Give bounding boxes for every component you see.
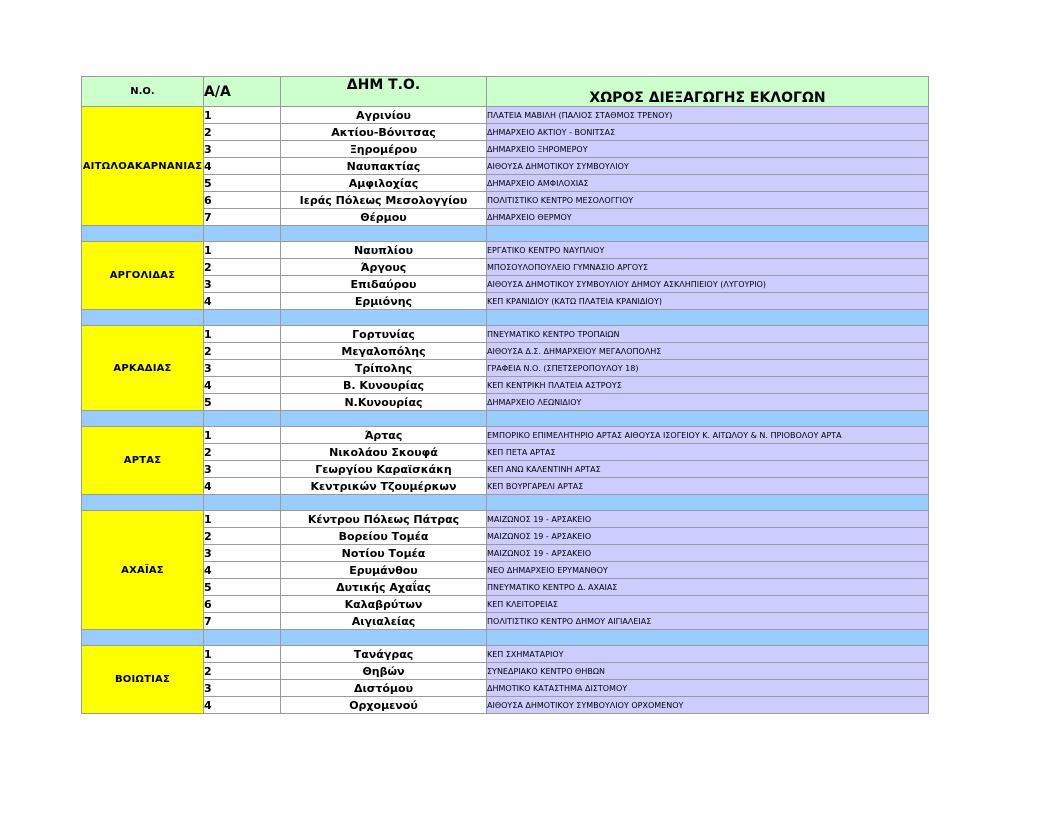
dhm-cell: Θέρμου [281, 209, 487, 226]
dhm-cell: Άρτας [281, 427, 487, 444]
aa-cell: 5 [204, 175, 281, 192]
separator-row [82, 411, 929, 427]
dhm-cell: Ξηρομέρου [281, 141, 487, 158]
place-cell: ΑΙΘΟΥΣΑ Δ.Σ. ΔΗΜΑΡΧΕΙΟΥ ΜΕΓΑΛΟΠΟΛΗΣ [487, 343, 929, 360]
table-row [82, 461, 929, 478]
table-row [82, 360, 929, 377]
separator-cell [82, 411, 204, 427]
aa-cell: 1 [204, 511, 281, 528]
dhm-cell: Δυτικής Αχαΐας [281, 579, 487, 596]
aa-cell: 5 [204, 394, 281, 411]
dhm-cell: Κέντρου Πόλεως Πάτρας [281, 511, 487, 528]
dhm-cell: Άργους [281, 259, 487, 276]
separator-cell [281, 226, 487, 242]
header-aa: Α/Α [204, 77, 281, 107]
aa-cell: 1 [204, 242, 281, 259]
place-cell: ΓΡΑΦΕΙΑ Ν.Ο. (ΣΠΕΤΣΕΡΟΠΟΥΛΟΥ 18) [487, 360, 929, 377]
region-cell: ΑΡΤΑΣ [82, 427, 204, 495]
elections-table [81, 76, 929, 714]
separator-cell [204, 630, 281, 646]
dhm-cell: Ακτίου-Βόνιτσας [281, 124, 487, 141]
aa-cell: 3 [204, 461, 281, 478]
region-cell: ΑΧΑΪΑΣ [82, 511, 204, 630]
region-cell: ΑΡΓΟΛΙΔΑΣ [82, 242, 204, 310]
table-row [82, 562, 929, 579]
table-body [82, 107, 929, 714]
separator-cell [204, 226, 281, 242]
header-dhm: ΔΗΜ Τ.Ο. [281, 77, 487, 107]
dhm-cell: Γεωργίου Καραϊσκάκη [281, 461, 487, 478]
aa-cell: 4 [204, 293, 281, 310]
table-row [82, 663, 929, 680]
dhm-cell: Αμφιλοχίας [281, 175, 487, 192]
aa-cell: 4 [204, 158, 281, 175]
table-row [82, 326, 929, 343]
region-cell: ΒΟΙΩΤΙΑΣ [82, 646, 204, 714]
aa-cell: 2 [204, 528, 281, 545]
dhm-cell: Διστόμου [281, 680, 487, 697]
separator-cell [204, 411, 281, 427]
separator-row [82, 310, 929, 326]
place-cell: ΚΕΠ ΚΡΑΝΙΔΙΟΥ (ΚΑΤΩ ΠΛΑΤΕΙΑ ΚΡΑΝΙΔΙΟΥ) [487, 293, 929, 310]
place-cell: ΕΜΠΟΡΙΚΟ ΕΠΙΜΕΛΗΤΗΡΙΟ ΑΡΤΑΣ ΑΙΘΟΥΣΑ ΙΣΟΓΕΙΟΥ Κ. ΑΙΤΩΛΟΥ & Ν. ΠΡΙΟΒΟΛΟΥ ΑΡΤΑ [487, 427, 929, 444]
region-cell: ΑΙΤΩΛΟΑΚΑΡΝΑΝΙΑΣ [82, 107, 204, 226]
dhm-cell: Ναυπλίου [281, 242, 487, 259]
dhm-cell: Νοτίου Τομέα [281, 545, 487, 562]
table-row [82, 613, 929, 630]
place-cell: ΕΡΓΑΤΙΚΟ ΚΕΝΤΡΟ ΝΑΥΠΛΙΟΥ [487, 242, 929, 259]
table-row [82, 697, 929, 714]
place-cell: ΠΟΛΙΤΙΣΤΙΚΟ ΚΕΝΤΡΟ ΔΗΜΟΥ ΑΙΓΙΑΛΕΙΑΣ [487, 613, 929, 630]
place-cell: ΚΕΠ ΚΛΕΙΤΟΡΕΙΑΣ [487, 596, 929, 613]
separator-cell [281, 310, 487, 326]
table-row [82, 511, 929, 528]
aa-cell: 1 [204, 326, 281, 343]
place-cell: ΑΙΘΟΥΣΑ ΔΗΜΟΤΙΚΟΥ ΣΥΜΒΟΥΛΙΟΥ [487, 158, 929, 175]
place-cell: ΑΙΘΟΥΣΑ ΔΗΜΟΤΙΚΟΥ ΣΥΜΒΟΥΛΙΟΥ ΟΡΧΟΜΕΝΟΥ [487, 697, 929, 714]
dhm-cell: Κεντρικών Τζουμέρκων [281, 478, 487, 495]
dhm-cell: Μεγαλοπόλης [281, 343, 487, 360]
table-row [82, 579, 929, 596]
place-cell: ΠΟΛΙΤΙΣΤΙΚΟ ΚΕΝΤΡΟ ΜΕΣΟΛΟΓΓΙΟΥ [487, 192, 929, 209]
dhm-cell: Β. Κυνουρίας [281, 377, 487, 394]
dhm-cell: Ναυπακτίας [281, 158, 487, 175]
dhm-cell: Τανάγρας [281, 646, 487, 663]
aa-cell: 4 [204, 697, 281, 714]
aa-cell: 7 [204, 209, 281, 226]
separator-cell [487, 226, 929, 242]
aa-cell: 3 [204, 141, 281, 158]
aa-cell: 2 [204, 343, 281, 360]
separator-cell [82, 226, 204, 242]
aa-cell: 2 [204, 663, 281, 680]
dhm-cell: Αιγιαλείας [281, 613, 487, 630]
table-row [82, 545, 929, 562]
separator-cell [281, 495, 487, 511]
place-cell: ΔΗΜΑΡΧΕΙΟ ΘΕΡΜΟΥ [487, 209, 929, 226]
dhm-cell: Βορείου Τομέα [281, 528, 487, 545]
aa-cell: 3 [204, 545, 281, 562]
aa-cell: 3 [204, 680, 281, 697]
dhm-cell: Ερμιόνης [281, 293, 487, 310]
place-cell: ΠΝΕΥΜΑΤΙΚΟ ΚΕΝΤΡΟ Δ. ΑΧΑΙΑΣ [487, 579, 929, 596]
aa-cell: 6 [204, 596, 281, 613]
separator-row [82, 495, 929, 511]
separator-cell [487, 411, 929, 427]
separator-cell [204, 310, 281, 326]
aa-cell: 2 [204, 124, 281, 141]
table-row [82, 158, 929, 175]
separator-cell [281, 411, 487, 427]
dhm-cell: Ιεράς Πόλεως Μεσολογγίου [281, 192, 487, 209]
aa-cell: 1 [204, 646, 281, 663]
dhm-cell: Τρίπολης [281, 360, 487, 377]
table-row [82, 141, 929, 158]
place-cell: ΜΑΙΖΩΝΟΣ 19 - ΑΡΣΑΚΕΙΟ [487, 511, 929, 528]
table-row [82, 259, 929, 276]
dhm-cell: Ερυμάνθου [281, 562, 487, 579]
place-cell: ΚΕΠ ΣΧΗΜΑΤΑΡΙΟΥ [487, 646, 929, 663]
header-row [82, 77, 929, 107]
aa-cell: 4 [204, 562, 281, 579]
table-row [82, 478, 929, 495]
table-row [82, 124, 929, 141]
table-row [82, 192, 929, 209]
dhm-cell: Θηβών [281, 663, 487, 680]
separator-cell [487, 495, 929, 511]
aa-cell: 2 [204, 444, 281, 461]
place-cell: ΜΠΟΣΟΥΛΟΠΟΥΛΕΙΟ ΓΥΜΝΑΣΙΟ ΑΡΓΟΥΣ [487, 259, 929, 276]
place-cell: ΚΕΠ ΠΕΤΑ ΑΡΤΑΣ [487, 444, 929, 461]
aa-cell: 1 [204, 427, 281, 444]
aa-cell: 4 [204, 478, 281, 495]
aa-cell: 3 [204, 360, 281, 377]
dhm-cell: Αγρινίου [281, 107, 487, 124]
table-row [82, 209, 929, 226]
table-row [82, 276, 929, 293]
separator-cell [82, 630, 204, 646]
separator-cell [487, 310, 929, 326]
place-cell: ΚΕΠ ΑΝΩ ΚΑΛΕΝΤΙΝΗ ΑΡΤΑΣ [487, 461, 929, 478]
table-row [82, 646, 929, 663]
place-cell: ΜΑΙΖΩΝΟΣ 19 - ΑΡΣΑΚΕΙΟ [487, 545, 929, 562]
separator-cell [82, 310, 204, 326]
dhm-cell: Γορτυνίας [281, 326, 487, 343]
table-row [82, 377, 929, 394]
table-row [82, 175, 929, 192]
place-cell: ΚΕΠ ΚΕΝΤΡΙΚΗ ΠΛΑΤΕΙΑ ΑΣΤΡΟΥΣ [487, 377, 929, 394]
region-cell: ΑΡΚΑΔΙΑΣ [82, 326, 204, 411]
table-row [82, 107, 929, 124]
aa-cell: 1 [204, 107, 281, 124]
dhm-cell: Νικολάου Σκουφά [281, 444, 487, 461]
header-no: Ν.Ο. [82, 77, 204, 107]
aa-cell: 7 [204, 613, 281, 630]
separator-cell [487, 630, 929, 646]
aa-cell: 6 [204, 192, 281, 209]
table-row [82, 427, 929, 444]
place-cell: ΚΕΠ ΒΟΥΡΓΑΡΕΛΙ ΑΡΤΑΣ [487, 478, 929, 495]
aa-cell: 2 [204, 259, 281, 276]
table-row [82, 242, 929, 259]
dhm-cell: Ν.Κυνουρίας [281, 394, 487, 411]
place-cell: ΔΗΜΟΤΙΚΟ ΚΑΤΑΣΤΗΜΑ ΔΙΣΤΟΜΟΥ [487, 680, 929, 697]
place-cell: ΔΗΜΑΡΧΕΙΟ ΛΕΩΝΙΔΙΟΥ [487, 394, 929, 411]
table-row [82, 293, 929, 310]
table-row [82, 343, 929, 360]
place-cell: ΔΗΜΑΡΧΕΙΟ ΞΗΡΟΜΕΡΟΥ [487, 141, 929, 158]
aa-cell: 5 [204, 579, 281, 596]
place-cell: ΔΗΜΑΡΧΕΙΟ ΑΜΦΙΛΟΧΙΑΣ [487, 175, 929, 192]
place-cell: ΣΥΝΕΔΡΙΑΚΟ ΚΕΝΤΡΟ ΘΗΒΩΝ [487, 663, 929, 680]
place-cell: ΝΕΟ ΔΗΜΑΡΧΕΙΟ ΕΡΥΜΑΝΘΟΥ [487, 562, 929, 579]
place-cell: ΜΑΙΖΩΝΟΣ 19 - ΑΡΣΑΚΕΙΟ [487, 528, 929, 545]
aa-cell: 3 [204, 276, 281, 293]
place-cell: ΠΛΑΤΕΙΑ ΜΑΒΙΛΗ (ΠΑΛΙΟΣ ΣΤΑΘΜΟΣ ΤΡΕΝΟΥ) [487, 107, 929, 124]
table-row [82, 596, 929, 613]
table-row [82, 444, 929, 461]
separator-cell [204, 495, 281, 511]
separator-row [82, 630, 929, 646]
table-row [82, 394, 929, 411]
table-row [82, 528, 929, 545]
dhm-cell: Καλαβρύτων [281, 596, 487, 613]
header-place: ΧΩΡΟΣ ΔΙΕΞΑΓΩΓΗΣ ΕΚΛΟΓΩΝ [487, 77, 929, 107]
separator-row [82, 226, 929, 242]
table-row [82, 680, 929, 697]
dhm-cell: Ορχομενού [281, 697, 487, 714]
place-cell: ΠΝΕΥΜΑΤΙΚΟ ΚΕΝΤΡΟ ΤΡΟΠΑΙΩΝ [487, 326, 929, 343]
separator-cell [281, 630, 487, 646]
separator-cell [82, 495, 204, 511]
place-cell: ΑΙΘΟΥΣΑ ΔΗΜΟΤΙΚΟΥ ΣΥΜΒΟΥΛΙΟΥ ΔΗΜΟΥ ΑΣΚΛΗΠΙΕΙΟΥ (ΛΥΓΟΥΡΙΟ) [487, 276, 929, 293]
place-cell: ΔΗΜΑΡΧΕΙΟ ΑΚΤΙΟΥ - ΒΟΝΙΤΣΑΣ [487, 124, 929, 141]
aa-cell: 4 [204, 377, 281, 394]
dhm-cell: Επιδαύρου [281, 276, 487, 293]
